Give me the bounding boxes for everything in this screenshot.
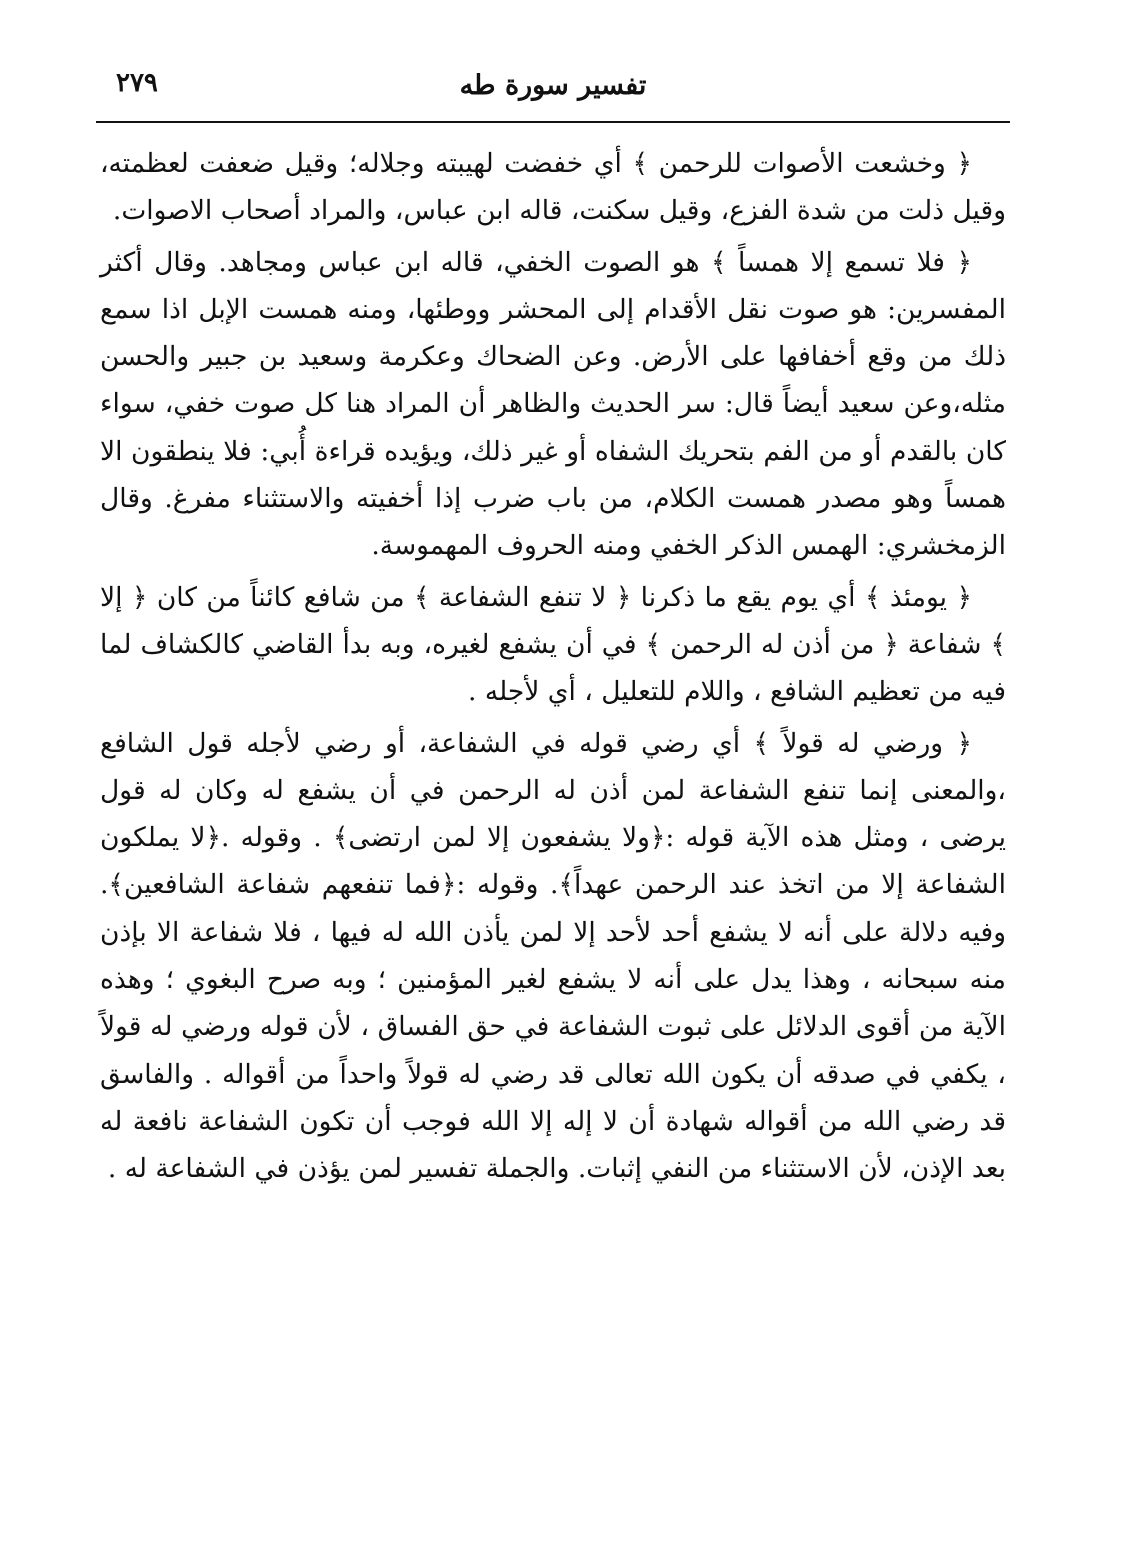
paragraph-yawmaidh: ﴿ يومئذ ﴾ أي يوم يقع ما ذكرنا ﴿ لا تنفع الشفاعة ﴾ من شافع كائناً من كان ﴿ إلا ﴾ شفاعة ﴿ من أذن له الرحمن ﴾ في أن يشفع لغيره، وبه بدأ القاضي كالكشاف لما فيه من تعظيم الشافع ، واللام للتعليل ، أي لأجله . [100, 581, 1006, 708]
paragraph-radiya: ﴿ ورضي له قولاً ﴾ أي رضي قوله في الشفاعة، أو رضي لأجله قول الشافع ،والمعنى إنما تنفع الشفاعة لمن أذن له الرحمن في أن يشفع له وكان له قول يرضى ، ومثل هذه الآية قوله :﴿ولا يشفعون إلا لمن ارتضى﴾ . وقوله .﴿لا يملكون الشفاعة إلا من اتخذ عند الرحمن عهداً﴾. وقوله :﴿فما تنفعهم شفاعة الشافعين﴾. وفيه دلالة على أنه لا يشفع أحد لأحد إلا لمن يأذن الله له فيها ، فلا شفاعة الا بإذن منه سبحانه ، وهذا يدل على أنه لا يشفع لغير المؤمنين ؛ وبه صرح البغوي ؛ وهذه الآية من أقوى الدلائل على ثبوت الشفاعة في حق الفساق ، لأن قوله ورضي له قولاً ، يكفي في صدقه أن يكون الله تعالى قد رضي له قولاً واحداً من أقواله . والفاسق قد رضي الله من أقواله شهادة أن لا إله إلا الله فوجب أن تكون الشفاعة نافعة له بعد الإذن، لأن الاستثناء من النفي إثبات. والجملة تفسير لمن يؤذن في الشفاعة له . [100, 727, 1006, 1185]
paragraph-khushu: ﴿ وخشعت الأصوات للرحمن ﴾ أي خفضت لهيبته وجلاله؛ وقيل ضعفت لعظمته، وقيل ذلت من شدة الفزع، وقيل سكنت، قاله ابن عباس، والمراد أصحاب الاصوات. [100, 148, 1006, 227]
paragraph-hams: ﴿ فلا تسمع إلا همساً ﴾ هو الصوت الخفي، قاله ابن عباس ومجاهد. وقال أكثر المفسرين: هو صوت نقل الأقدام إلى المحشر ووطئها، ومنه همست الإبل اذا سمع ذلك من وقع أخفافها على الأرض. وعن الضحاك وعكرمة وسعيد بن جبير والحسن مثله،وعن سعيد أيضاً قال: سر الحديث والظاهر أن المراد هنا كل صوت خفي، سواء كان بالقدم أو من الفم بتحريك الشفاه أو غير ذلك، ويؤيده قراءة أُبي: فلا ينطقون الا همساً وهو مصدر همست الكلام، من باب ضرب إذا أخفيته والاستثناء مفرغ. وقال الزمخشري: الهمس الذكر الخفي ومنه الحروف المهموسة. [100, 246, 1006, 562]
page-header [96, 66, 1010, 106]
header-divider [96, 121, 1010, 123]
running-title: تفسير سورة طه [459, 70, 647, 101]
page-body [100, 140, 1006, 1197]
page-number: ٢٧٩ [116, 68, 158, 98]
